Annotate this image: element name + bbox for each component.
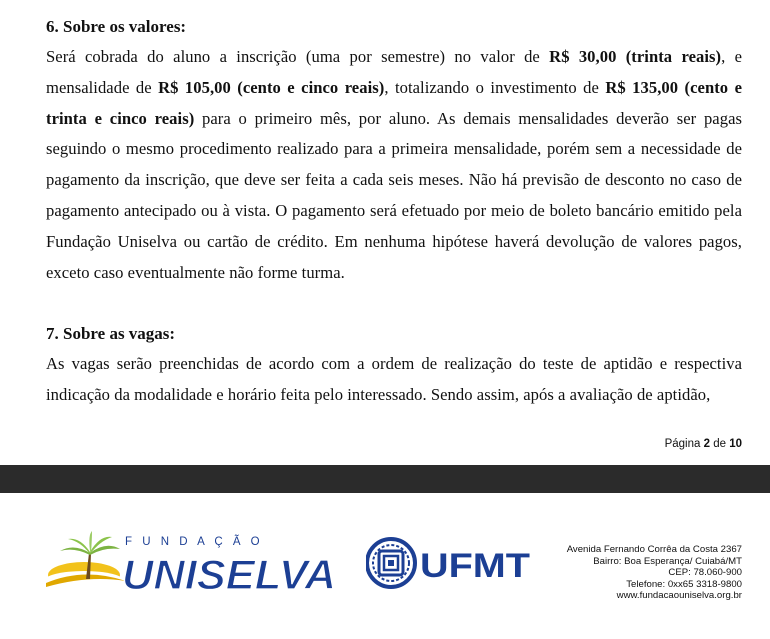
ufmt-text: UFMT	[420, 547, 531, 585]
uniselva-main-text: UNISELVA	[122, 551, 336, 593]
text-run: Será cobrada do aluno a inscrição (uma por semestre) no valor de	[46, 47, 550, 66]
page-total: 10	[729, 438, 742, 450]
page-current: 2	[703, 438, 710, 450]
page-middle: de	[713, 438, 726, 450]
text-run: para o primeiro mês, por aluno. As demais mensalidades deverão ser pagas seguindo o mesmo procedimento realizado para a primeira mensalidade, porém sem a necessidade de pagamento da inscrição, que deve ser feita a cada seis meses. Não há previsão de desconto no caso de pagamento antecipado ou à vista. O pagamento será efetuado por meio de boleto bancário emitido pela Fundação Uniselva ou cartão de crédito. Em nenhuma hipótese haverá devolução de valores pagos, exceto caso eventualmente não forme turma.	[46, 108, 742, 282]
address-line: CEP: 78.060-900	[668, 567, 742, 579]
section-7-heading: 7. Sobre as vagas:	[46, 324, 176, 344]
address-line: Avenida Fernando Corrêa da Costa 2367	[566, 544, 742, 555]
ufmt-emblem-icon	[367, 539, 415, 587]
page-number	[665, 438, 742, 450]
uniselva-logo	[40, 531, 340, 593]
section-7-paragraph: As vagas serão preenchidas de acordo com a ordem de realização do teste de aptidão e respectiva indicação da modalidade e horário feita pelo interessado. Sendo assim, após a avaliação de aptidão,	[46, 354, 742, 405]
uniselva-top-text: F U N D A Ç Ã O	[125, 536, 264, 548]
address-line: Telefone: 0xx65 3318-9800	[626, 578, 742, 590]
address-line: Bairro: Boa Esperança/ Cuiabá/MT	[593, 555, 742, 567]
document-body	[46, 12, 742, 411]
inscription-price: R$ 30,00 (trinta reais)	[549, 47, 722, 66]
text-run: , e mensalidade de	[46, 47, 743, 97]
institution-address	[567, 544, 742, 602]
ufmt-logo	[366, 537, 532, 589]
section-6-paragraph	[46, 42, 742, 288]
total-price: R$ 135,00 (cento e trinta e cinco reais)	[46, 77, 742, 128]
page-prefix: Página	[664, 438, 701, 450]
website-link[interactable]: www.fundacaouniselva.org.br	[616, 590, 742, 602]
letterhead-footer	[0, 493, 770, 639]
section-6-heading: 6. Sobre os valores:	[46, 17, 187, 36]
text-run: , totalizando o investimento de	[384, 77, 606, 97]
monthly-price: R$ 105,00 (cento e cinco reais)	[158, 77, 385, 97]
page-divider	[0, 465, 770, 493]
